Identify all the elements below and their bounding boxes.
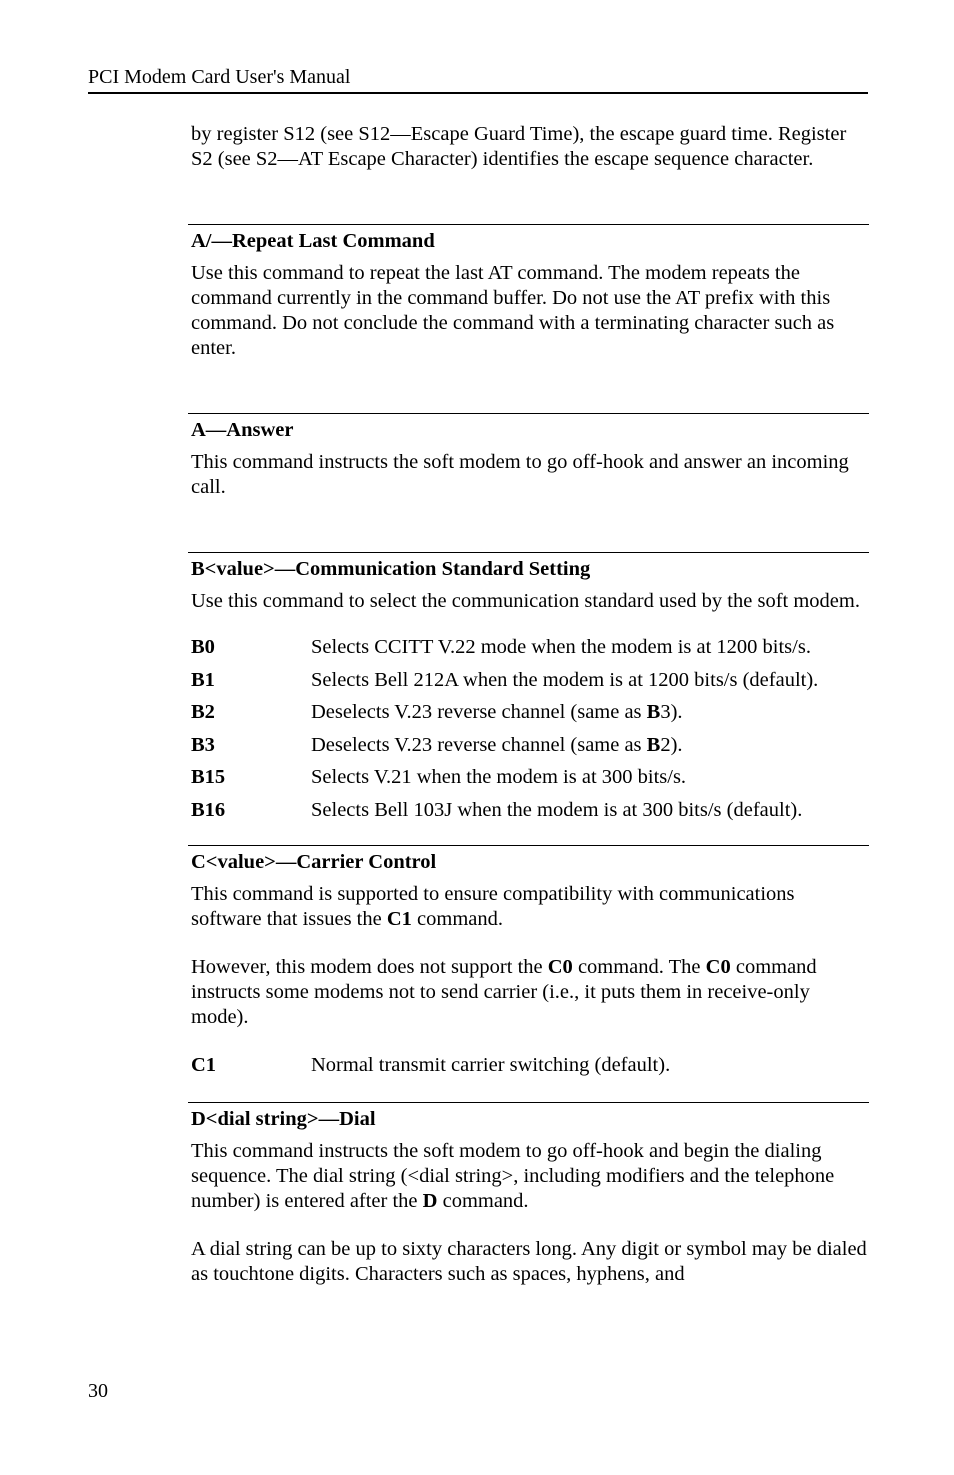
section-divider bbox=[188, 224, 869, 225]
desc-bold: B bbox=[646, 701, 661, 723]
command-table bbox=[191, 1053, 869, 1086]
section-answer bbox=[191, 413, 869, 500]
command-table bbox=[191, 635, 869, 830]
section-divider bbox=[188, 1102, 869, 1103]
desc-text: 3). bbox=[660, 701, 683, 723]
command-description bbox=[311, 700, 869, 733]
page-number: 30 bbox=[88, 1380, 108, 1402]
command-description bbox=[311, 733, 869, 766]
table-row bbox=[191, 798, 869, 831]
section-body: Use this command to repeat the last AT command. The modem repeats the command currently in the command buffer. Do not use the AT prefix with this command. Do not conclude the command with a terminating character such as enter. bbox=[191, 262, 835, 359]
para-bold: C0 bbox=[705, 956, 731, 978]
section-title: C<value>—Carrier Control bbox=[191, 851, 437, 873]
command-code: B2 bbox=[191, 701, 215, 723]
section-paragraph bbox=[191, 955, 869, 1030]
desc-text: Deselects V.23 reverse channel (same as bbox=[311, 701, 647, 723]
intro-paragraph: by register S12 (see S12—Escape Guard Time), the escape guard time. Register S2 (see S2—AT Escape Character) identifies the escape sequence character. bbox=[191, 123, 847, 170]
table-row bbox=[191, 765, 869, 798]
table-row bbox=[191, 1053, 869, 1086]
manual-title: PCI Modem Card User's Manual bbox=[88, 66, 351, 88]
command-code: B3 bbox=[191, 733, 215, 756]
table-row bbox=[191, 733, 869, 766]
section-title: A/—Repeat Last Command bbox=[191, 230, 435, 252]
section-paragraph: A dial string can be up to sixty characters long. Any digit or symbol may be dialed as touchtone digits. Characters such as spaces, hyphens, and bbox=[191, 1237, 867, 1285]
section-carrier-control bbox=[191, 845, 869, 1086]
para-text: command. The bbox=[572, 956, 706, 978]
section-communication-standard bbox=[191, 552, 869, 830]
para-bold: D bbox=[422, 1189, 438, 1212]
para-text: command instructs some modems not to send carrier (i.e., it puts them in receive-only mode). bbox=[191, 956, 817, 1028]
section-body: Use this command to select the communication standard used by the soft modem. bbox=[191, 590, 860, 612]
section-divider bbox=[188, 845, 869, 846]
page-content bbox=[191, 122, 869, 1287]
section-divider bbox=[188, 413, 869, 414]
section-paragraph bbox=[191, 1139, 869, 1214]
command-code: B0 bbox=[191, 636, 215, 658]
para-bold: C0 bbox=[547, 956, 573, 978]
table-row bbox=[191, 635, 869, 668]
section-dial bbox=[191, 1102, 869, 1287]
command-description: Selects CCITT V.22 mode when the modem is at 1200 bits/s. bbox=[311, 636, 811, 658]
section-title: B<value>—Communication Standard Setting bbox=[191, 558, 591, 580]
para-text: However, this modem does not support the bbox=[191, 956, 548, 978]
command-description: Selects Bell 103J when the modem is at 300 bits/s (default). bbox=[311, 798, 803, 821]
section-title: A—Answer bbox=[191, 419, 294, 441]
desc-text: 2). bbox=[660, 733, 683, 756]
table-row bbox=[191, 700, 869, 733]
para-text: This command is supported to ensure compatibility with communications software that issues the bbox=[191, 883, 795, 930]
command-code: C1 bbox=[191, 1054, 217, 1076]
para-text: command. bbox=[411, 908, 503, 930]
section-paragraph bbox=[191, 882, 869, 932]
desc-bold: B bbox=[646, 733, 661, 756]
command-code: B15 bbox=[191, 766, 226, 788]
section-repeat-last-command bbox=[191, 224, 869, 361]
table-row bbox=[191, 668, 869, 701]
command-code: B1 bbox=[191, 668, 215, 691]
command-code: B16 bbox=[191, 798, 226, 821]
para-text: This command instructs the soft modem to go off-hook and begin the dialing sequence. The dial string (<dial string>, including modifiers and the telephone number) is entered after the bbox=[191, 1139, 835, 1212]
para-bold: C1 bbox=[386, 908, 412, 930]
desc-text: Deselects V.23 reverse channel (same as bbox=[311, 733, 647, 756]
section-title: D<dial string>—Dial bbox=[191, 1107, 376, 1130]
section-body: This command instructs the soft modem to go off-hook and answer an incoming call. bbox=[191, 451, 849, 498]
section-divider bbox=[188, 552, 869, 553]
command-description: Selects Bell 212A when the modem is at 1200 bits/s (default). bbox=[311, 668, 819, 691]
command-description: Normal transmit carrier switching (default). bbox=[311, 1054, 671, 1076]
command-description: Selects V.21 when the modem is at 300 bits/s. bbox=[311, 766, 687, 788]
para-text: command. bbox=[437, 1189, 529, 1212]
page-header bbox=[88, 66, 868, 94]
